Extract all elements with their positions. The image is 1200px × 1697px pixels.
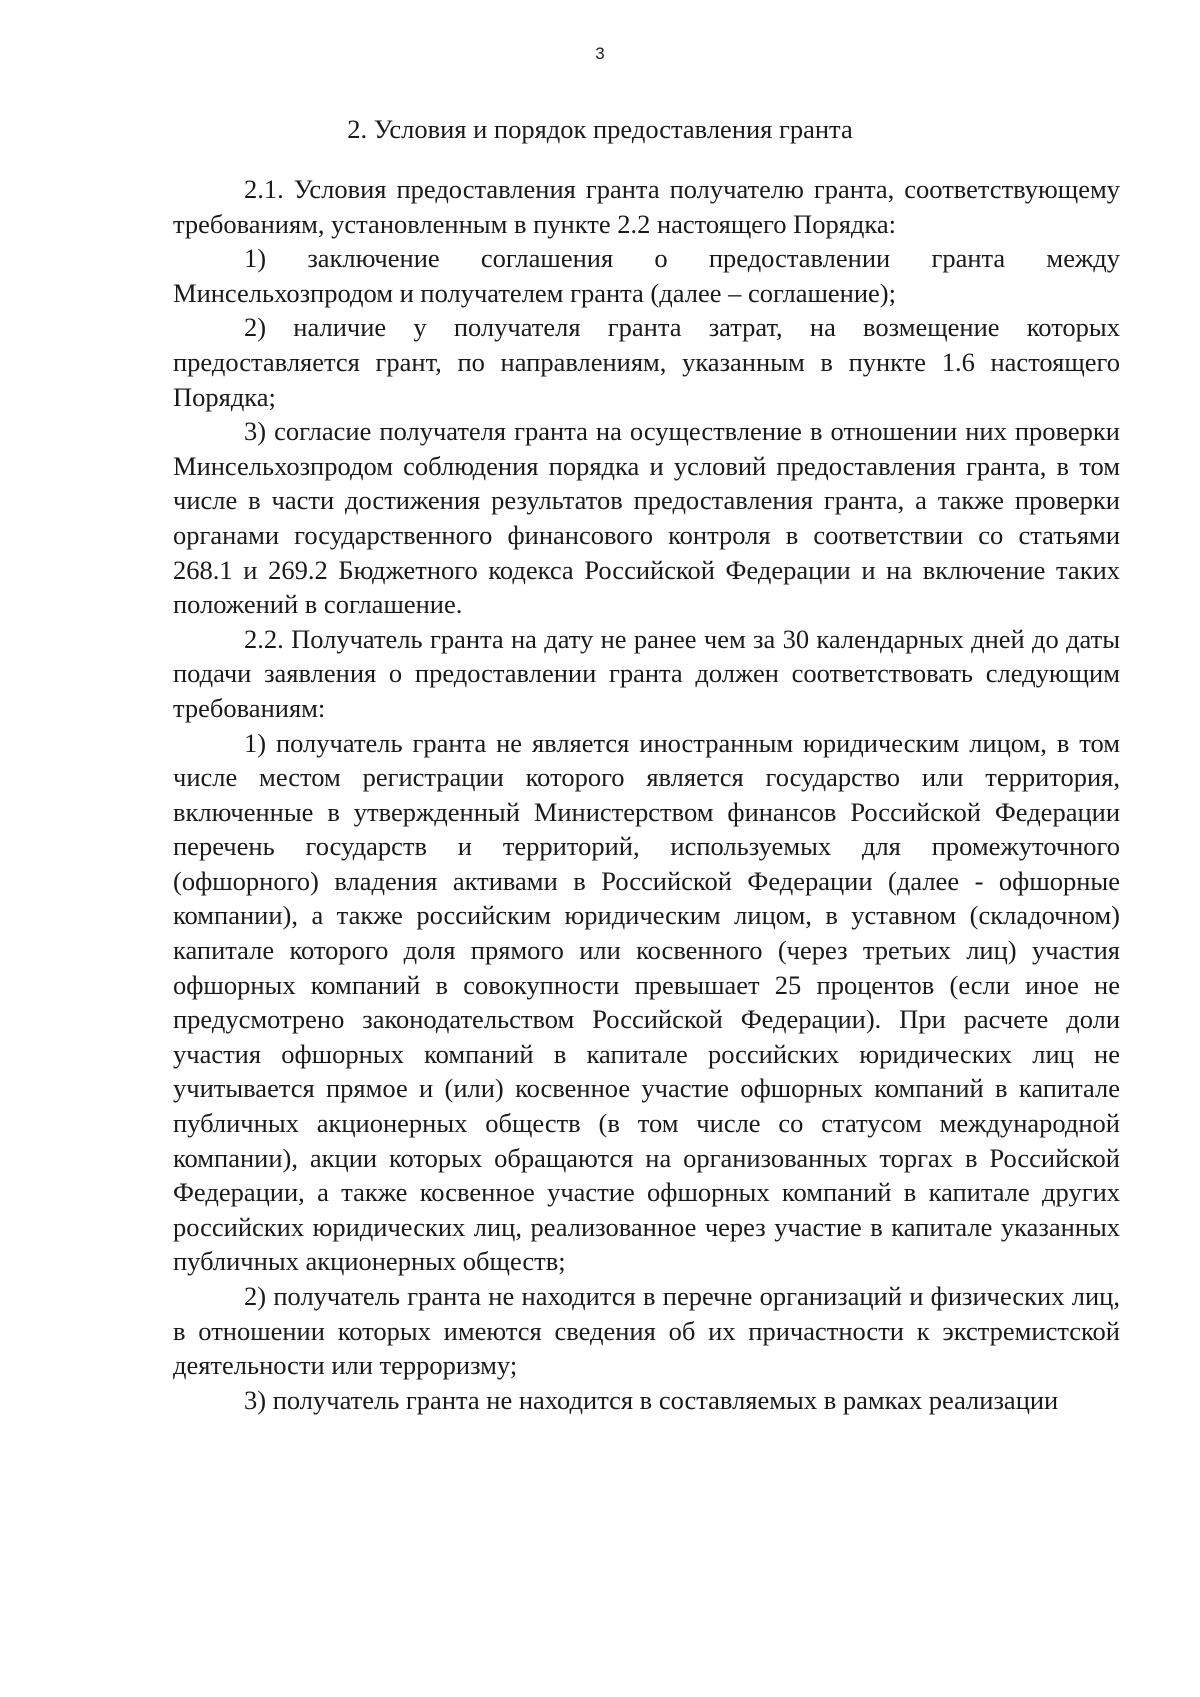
paragraph-2-1-item-3: 3) согласие получателя гранта на осуществление в отношении них проверки Минсельхозпродом соблюдения порядка и условий предоставления гранта, в том числе в части достижения результатов предоставления гранта, а также проверки органами государственного финансового контроля в соответствии со статьями 268.1 и 269.2 Бюджетного кодекса Российской Федерации и на включение таких положений в соглашение. <box>173 416 1120 620</box>
paragraph-2-2-item-2: 2) получатель гранта не находится в перечне организаций и физических лиц, в отношении которых имеются сведения об их причастности к экстремистской деятельности или терроризму; <box>173 1281 1120 1381</box>
paragraph-2-2: 2.2. Получатель гранта на дату не ранее чем за 30 календарных дней до даты подачи заявления о предоставлении гранта должен соответствовать следующим требованиям: <box>173 623 1120 723</box>
paragraph-2-1-item-2: 2) наличие у получателя гранта затрат, на возмещение которых предоставляется грант, по направлениям, указанным в пункте 1.6 настоящего Порядка; <box>173 312 1120 412</box>
document-body <box>173 172 1120 1417</box>
paragraph-2-2-item-3: 3) получатель гранта не находится в составляемых в рамках реализации <box>244 1384 1059 1415</box>
paragraph-2-2-item-1: 1) получатель гранта не является иностранным юридическим лицом, в том числе местом регистрации которого является государство или территория, включенные в утвержденный Министерством финансов Российской Федерации перечень государств и территорий, используемых для промежуточного (офшорного) владения активами в Российской Федерации (далее - офшорные компании), а также российским юридическим лицом, в уставном (складочном) капитале которого доля прямого или косвенного (через третьих лиц) участия офшорных компаний в совокупности превышает 25 процентов (если иное не предусмотрено законодательством Российской Федерации). При расчете доли участия офшорных компаний в капитале российских юридических лиц не учитывается прямое и (или) косвенное участие офшорных компаний в капитале публичных акционерных обществ (в том числе со статусом международной компании), акции которых обращаются на организованных торгах в Российской Федерации, а также косвенное участие офшорных компаний в капитале других российских юридических лиц, реализованное через участие в капитале указанных публичных акционерных обществ; <box>173 727 1120 1277</box>
paragraph-2-1: 2.1. Условия предоставления гранта получателю гранта, соответствующему требованиям, установленным в пункте 2.2 настоящего Порядка: <box>173 174 1120 239</box>
page-number: 3 <box>595 44 605 63</box>
section-title: 2. Условия и порядок предоставления гранта <box>347 114 853 144</box>
paragraph-2-1-item-1: 1) заключение соглашения о предоставлении гранта между Минсельхозпродом и получателем гранта (далее – соглашение); <box>173 243 1120 308</box>
